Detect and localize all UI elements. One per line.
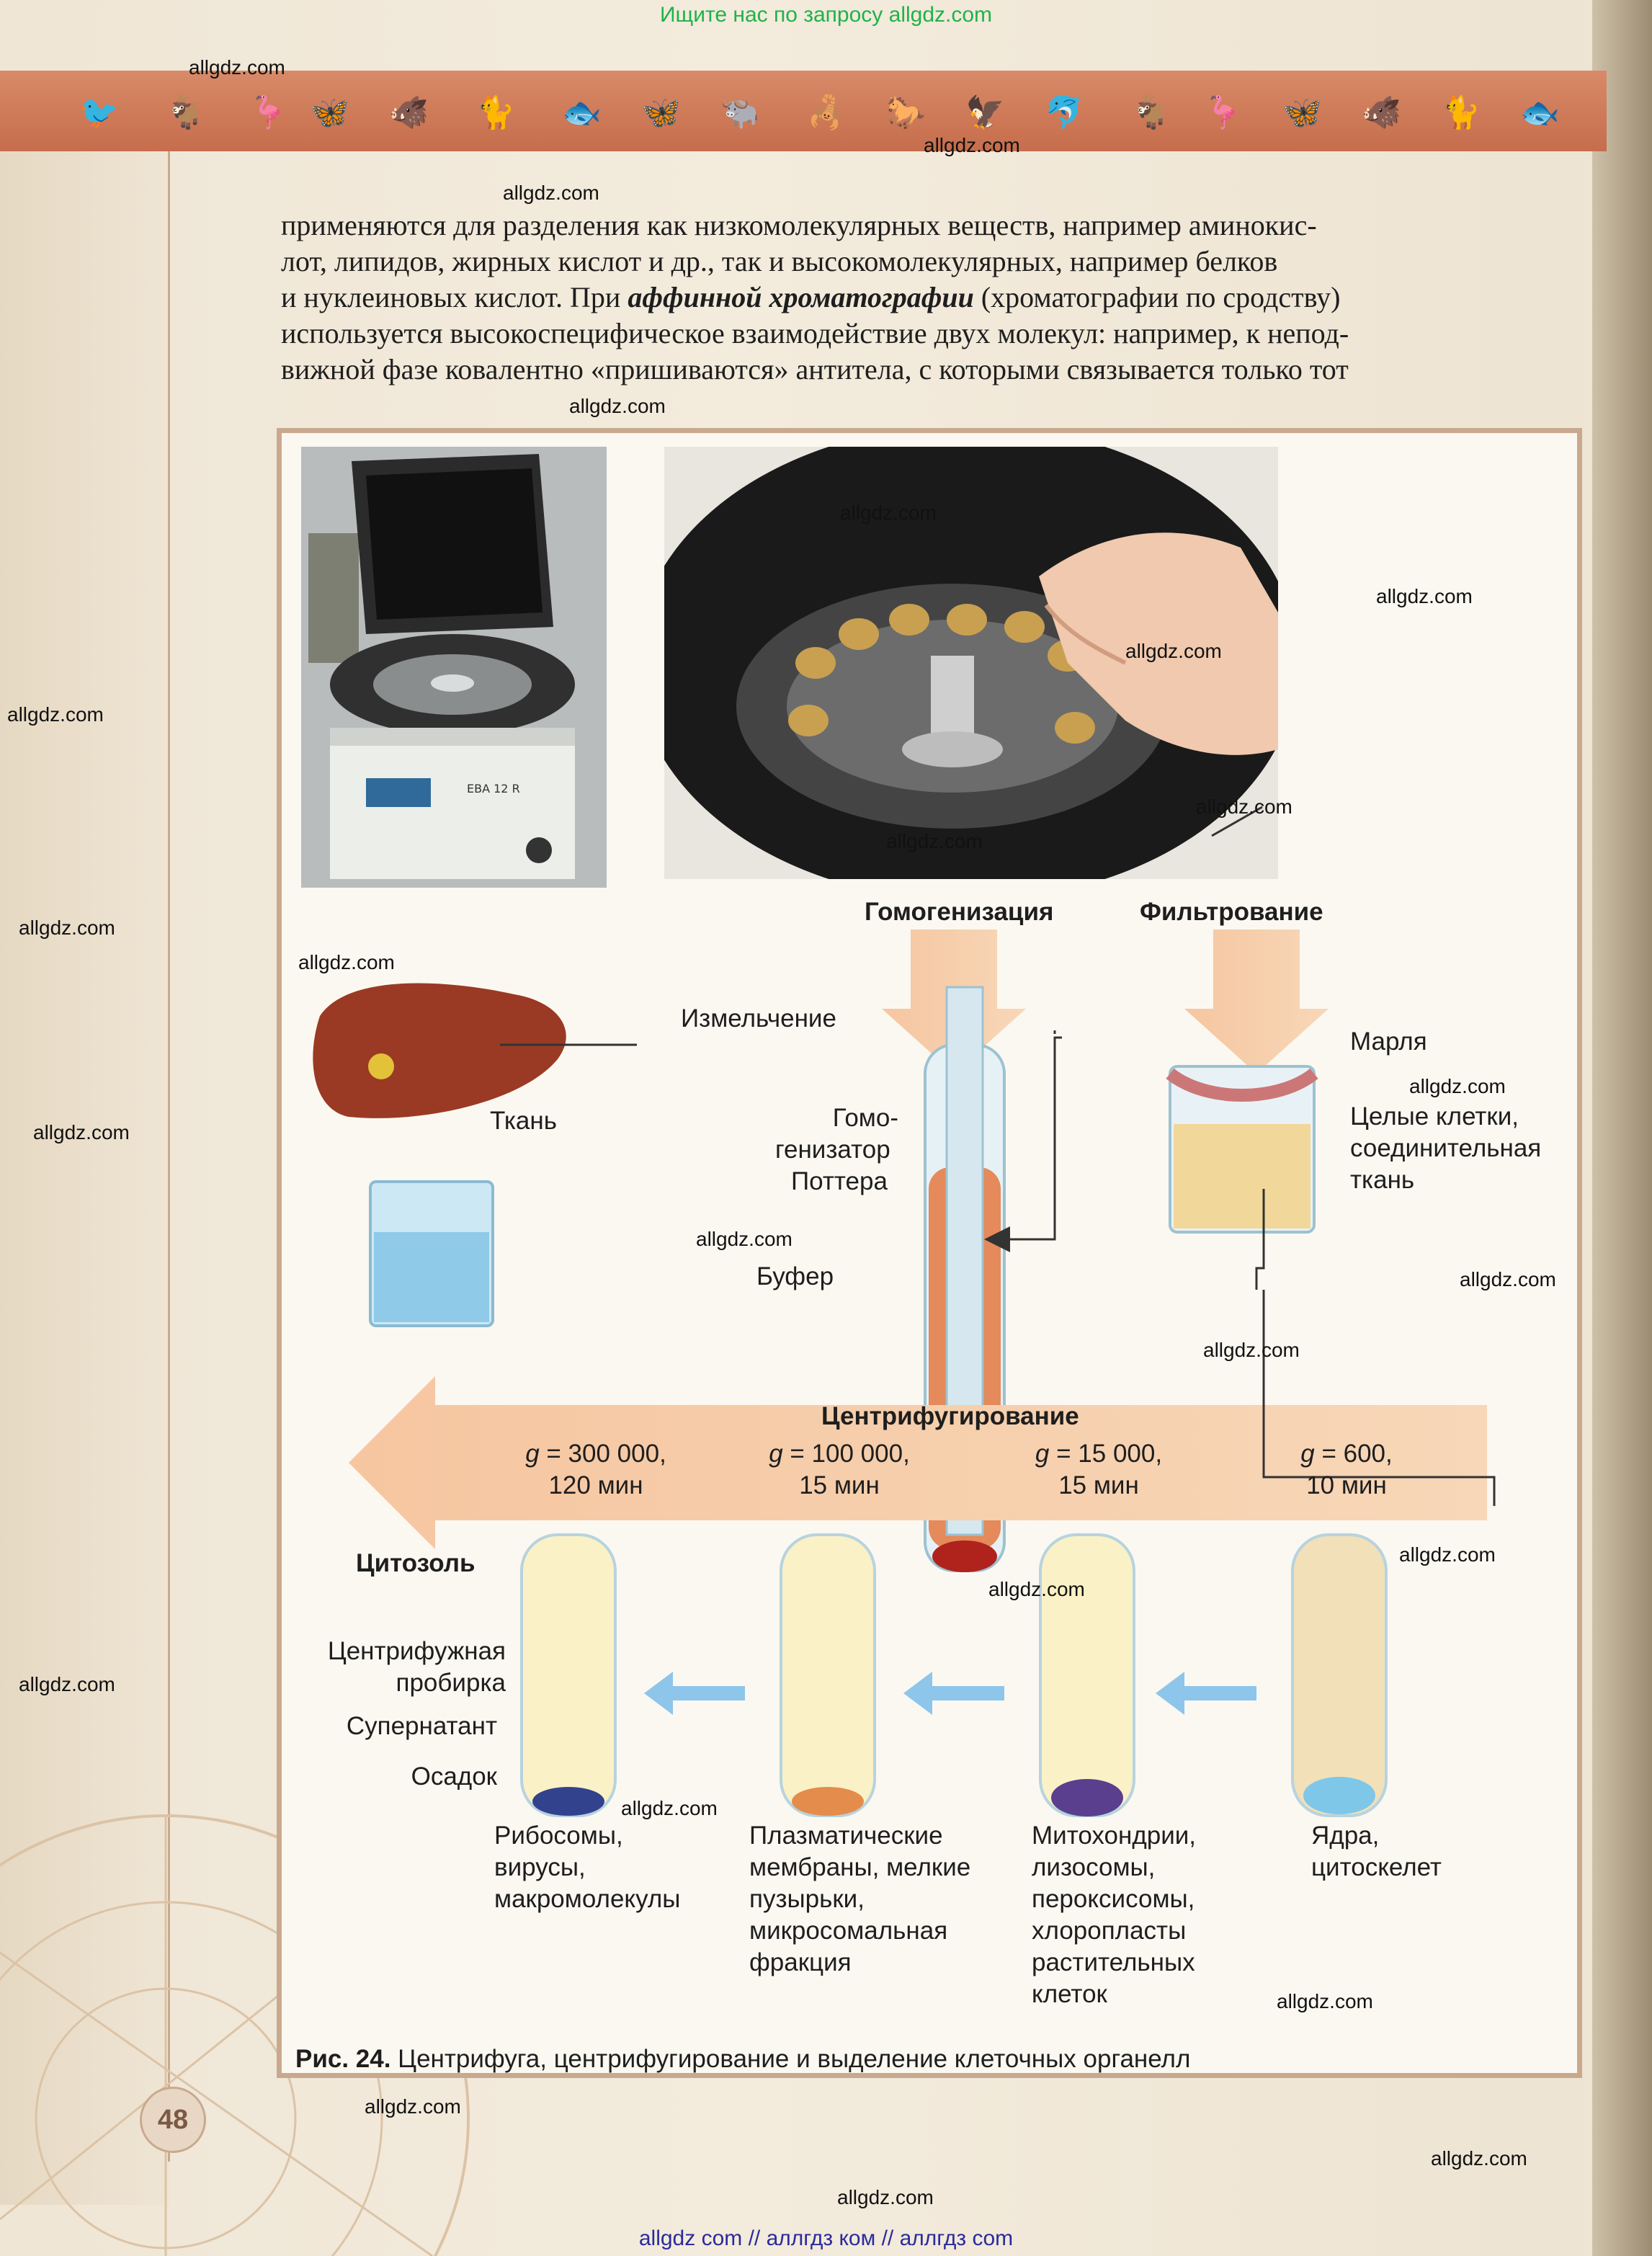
page-right-edge <box>1592 0 1652 2256</box>
label-t4: 10 мин <box>1306 1471 1387 1499</box>
centrifuge-tube-icon <box>1292 1535 1386 1816</box>
animal-silhouette-icon: 🐈 <box>1441 94 1481 131</box>
watermark: allgdz.com <box>837 2186 934 2208</box>
watermark: allgdz.com <box>886 830 983 852</box>
label-g3: g = 15 000, <box>1035 1440 1163 1468</box>
label-fraction-4: Ядра, цитоскелет <box>1311 1822 1442 1881</box>
label-homogenizer-1: Гомо- <box>832 1104 898 1132</box>
centrifuge-tube-icon <box>1040 1535 1134 1816</box>
animal-silhouette-icon: 🐬 <box>1045 94 1084 131</box>
watermark: allgdz.com <box>298 951 395 973</box>
animal-silhouette-icon: 🐎 <box>886 94 926 131</box>
watermark: allgdz.com <box>1376 585 1473 607</box>
watermark: allgdz.com <box>365 2095 461 2118</box>
watermark: allgdz.com <box>33 1121 130 1143</box>
label-filtration: Фильтрование <box>1140 898 1323 926</box>
centrifuge-tube-icon <box>781 1535 875 1816</box>
animal-silhouette-icon: 🦩 <box>249 94 288 131</box>
label-t1: 120 мин <box>548 1471 643 1499</box>
watermark: allgdz.com <box>924 134 1020 156</box>
label-buffer: Буфер <box>756 1262 834 1290</box>
centrifuge-photo <box>301 447 607 888</box>
svg-text:EBA 12 R: EBA 12 R <box>467 782 520 795</box>
rotor-photo <box>664 447 1278 879</box>
centrifuge-tube-icon <box>522 1535 615 1816</box>
watermark: allgdz.com <box>621 1797 718 1819</box>
animal-silhouette-icon: 🦅 <box>965 94 1005 131</box>
animal-silhouette-icon: 🐗 <box>1362 94 1401 131</box>
animal-silhouette-icon: 🐗 <box>389 94 429 131</box>
label-fraction-2: Плазматические мембраны, мелкие пузырьки, микросомальная фракция <box>749 1822 971 1976</box>
animal-silhouette-icon: 🐐 <box>1131 94 1171 131</box>
label-homogenization: Гомогенизация <box>865 898 1054 926</box>
watermark: allgdz.com <box>1409 1075 1506 1097</box>
animal-silhouette-icon: 🦩 <box>1203 94 1243 131</box>
label-whole-cells: Целые клетки, соединительная ткань <box>1350 1102 1542 1194</box>
label-g2: g = 100 000, <box>769 1440 910 1468</box>
label-fraction-1: Рибосомы, вирусы, макромолекулы <box>494 1822 681 1913</box>
watermark: allgdz.com <box>569 395 666 417</box>
watermark: allgdz.com <box>189 56 285 79</box>
text-line: используется высокоспецифическое взаимодействие двух молекул: например, к непод- <box>281 317 1349 349</box>
bottom-links[interactable]: allgdz com // аллгдз ком // аллгдз com <box>638 2226 1014 2250</box>
animal-silhouette-icon: 🦋 <box>641 94 681 131</box>
label-g1: g = 300 000, <box>525 1440 666 1468</box>
text-line: применяются для разделения как низкомолекулярных веществ, например аминокис- <box>281 209 1317 241</box>
animal-silhouette-icon: 🐟 <box>1520 94 1560 131</box>
text-line: и нуклеиновых кислот. При аффинной хроматографии (хроматографии по сродству) <box>281 281 1341 313</box>
watermark: allgdz.com <box>696 1228 792 1250</box>
label-tissue: Ткань <box>490 1107 557 1135</box>
text-line: вижной фазе ковалентно «пришиваются» антитела, с которыми связывается только тот <box>281 353 1349 385</box>
watermark: allgdz.com <box>1196 795 1292 818</box>
animal-silhouette-icon: 🐈 <box>475 94 515 131</box>
animal-silhouette-icon: 🐟 <box>562 94 602 131</box>
animal-silhouette-icon: 🦋 <box>1282 94 1322 131</box>
watermark: allgdz.com <box>1431 2147 1527 2170</box>
label-gauze: Марля <box>1350 1027 1427 1056</box>
animal-silhouette-icon: 🐐 <box>166 94 205 131</box>
animal-silhouette-icon: 🐃 <box>720 94 760 131</box>
label-t3: 15 мин <box>1058 1471 1139 1499</box>
liver-icon <box>313 984 566 1118</box>
site-banner-text[interactable]: Ищите нас по запросу allgdz.com <box>659 3 993 27</box>
watermark: allgdz.com <box>1399 1543 1496 1566</box>
label-t2: 15 мин <box>799 1471 880 1499</box>
animal-silhouette-icon: 🦋 <box>310 94 349 131</box>
filtration-arrow <box>1184 929 1329 1074</box>
figure-caption: Рис. 24. Центрифуга, центрифугирование и выделение клеточных органелл <box>295 2045 1191 2073</box>
watermark: allgdz.com <box>1460 1268 1556 1290</box>
text-line: лот, липидов, жирных кислот и др., так и высокомолекулярных, например белков <box>281 245 1278 277</box>
label-centrifuge-tube: Центрифужная пробирка <box>327 1637 506 1697</box>
watermark: allgdz.com <box>19 917 115 939</box>
label-homogenizer-3: Поттера <box>791 1167 888 1195</box>
watermark: allgdz.com <box>503 182 599 204</box>
label-homogenizer-2: генизатор <box>775 1136 890 1164</box>
page-number: 48 <box>140 2087 206 2153</box>
label-centrifugation: Центрифугирование <box>821 1402 1079 1430</box>
label-supernatant: Супернатант <box>346 1712 497 1740</box>
watermark: allgdz.com <box>988 1578 1085 1600</box>
label-mincing: Измельчение <box>681 1004 836 1033</box>
watermark: allgdz.com <box>1203 1339 1300 1361</box>
watermark: allgdz.com <box>1125 640 1222 662</box>
label-fraction-3: Митохондрии, лизосомы, пероксисомы, хлоропласты растительных клеток <box>1032 1822 1197 2008</box>
animal-silhouette-icon: 🦂 <box>807 94 847 131</box>
label-pellet: Осадок <box>411 1762 497 1791</box>
body-paragraph <box>281 208 1585 388</box>
watermark: allgdz.com <box>840 501 937 524</box>
watermark: allgdz.com <box>7 703 104 726</box>
watermark: allgdz.com <box>19 1673 115 1695</box>
label-g4: g = 600, <box>1300 1440 1393 1468</box>
animal-silhouette-icon: 🐦 <box>79 94 119 131</box>
watermark: allgdz.com <box>1277 1990 1373 2012</box>
label-cytosol: Цитозоль <box>356 1549 475 1577</box>
